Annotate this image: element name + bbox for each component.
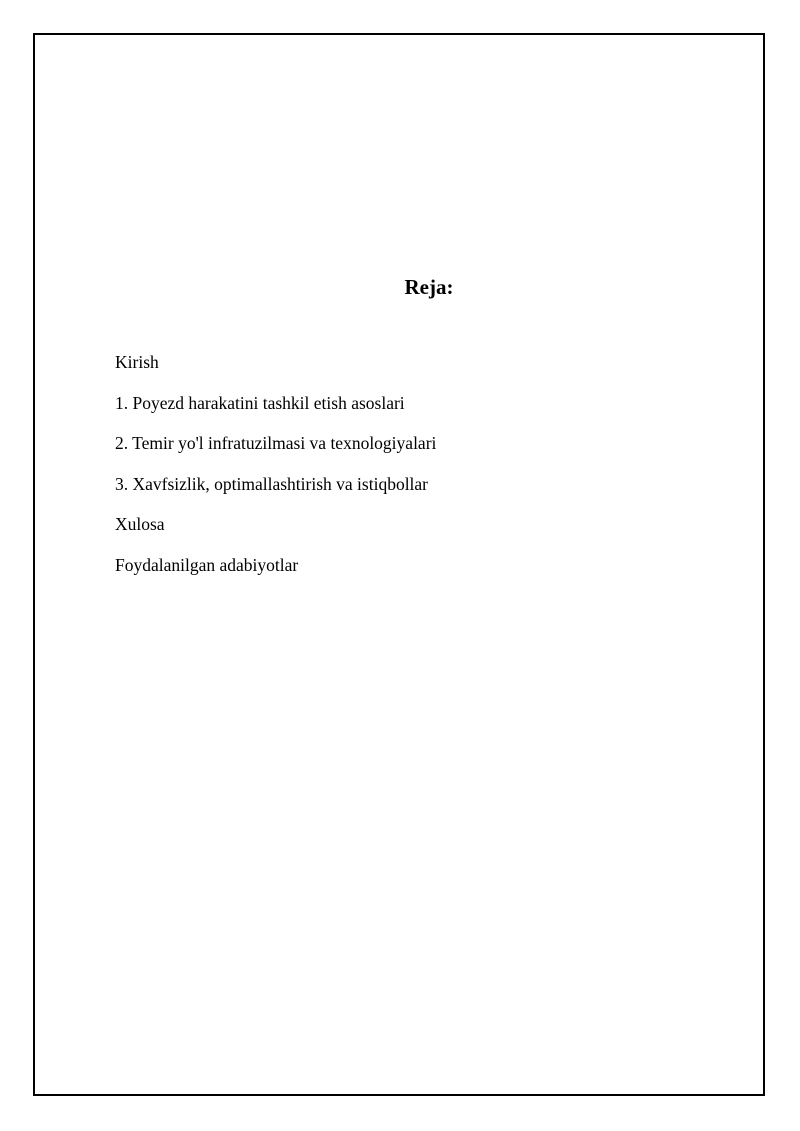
plan-item-conclusion: Xulosa	[115, 514, 165, 535]
plan-item-2: 2. Temir yo'l infratuzilmasi va texnologiyalari	[115, 433, 437, 454]
plan-item-1: 1. Poyezd harakatini tashkil etish asoslari	[115, 392, 405, 413]
plan-item-references: Foydalanilgan adabiyotlar	[115, 554, 299, 575]
plan-item-introduction: Kirish	[115, 352, 159, 372]
page-title: Reja:	[404, 275, 454, 299]
plan-list	[115, 350, 436, 594]
plan-item-3: 3. Xavfsizlik, optimallashtirish va istiqbollar	[115, 473, 429, 494]
